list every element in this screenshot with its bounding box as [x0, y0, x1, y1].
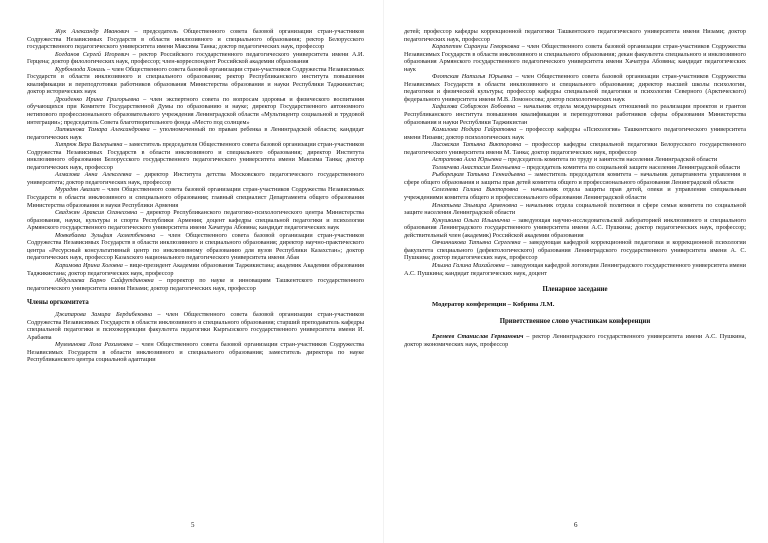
- member-name: Лисовская Татьяна Викторовна: [432, 141, 522, 149]
- member-entry: [27, 171, 364, 186]
- member-name: Толмачева Анастасия Евгеньевна: [432, 163, 521, 171]
- member-entry: [404, 262, 746, 277]
- member-description: – член Общественного совета базовой организации стран-участников Содружества Независимых Государств в области инклюзивного и специального образования; директор высшей школы психологии, педагогики и физической культуры; профессор кафедры специальной педагогики и психологии Северного (Арктического) федерального университета имени М.В. Ломоносова; доктор психологических наук: [404, 73, 747, 103]
- plenary-session-title: Пленарное заседание: [542, 286, 608, 294]
- right-entries: [404, 43, 746, 277]
- member-name: Селезнева Галина Викторовна: [432, 186, 519, 194]
- member-entry: [27, 28, 364, 51]
- right-page: [384, 0, 768, 543]
- member-entry: [27, 341, 364, 364]
- member-name: Мумминова Лола Рахимовна: [55, 341, 133, 349]
- member-description: – член экспертного совета по вопросам здоровья и физического воспитания обучающихся при Комитете Государственной Думы по образованию и науке; директор Государственного автономного нетипового профессионального образовательного учреждения Ленинградской области «Мультицентр социальной и трудовой интеграции»; председатель Совета благотворительного фонда «Место под солнцем»: [27, 95, 365, 126]
- member-entry: [404, 141, 746, 156]
- member-name: Алмазова Анна Алексеевна: [55, 171, 132, 179]
- member-entry: [404, 202, 746, 217]
- member-entry: [404, 164, 746, 172]
- member-name: Овчинникова Татьяна Сергеевна: [432, 239, 521, 247]
- member-entry: [27, 96, 364, 126]
- member-description: – председатель комитета по труду и занятости населения Ленинградской области: [503, 156, 718, 164]
- left-entries-top: [27, 28, 364, 292]
- member-entry: [27, 311, 364, 341]
- member-name: Ильина Галина Михайловна: [432, 261, 505, 269]
- member-description: – заведующая научно-исследовательской лабораторией инклюзивного и специального образования Ленинградского государственного университета имени А.С. Пушкина; доктор педагогических наук, профессор; действительный член (академик) Российской академии образования: [404, 216, 746, 239]
- member-name: Камилова Нодира Гайратовна: [432, 126, 517, 134]
- member-description: – уполномоченный по правам ребенка в Ленинградской области; кандидат педагогических наук: [27, 126, 364, 141]
- member-entry: [27, 141, 364, 171]
- member-description: – ректор Ленинградского государственного университета имени А.С. Пушкина, доктор экономических наук, профессор: [404, 333, 746, 348]
- member-description: – профессор кафедры специальной педагогики Белорусского государственного педагогического университета имени М. Танка; доктор педагогических наук, профессор: [404, 141, 747, 156]
- member-entry: [404, 126, 746, 141]
- member-name: Игнатьева Эльмира Арменовна: [432, 201, 518, 209]
- member-name: Литвинова Тамара Александровна: [55, 126, 150, 134]
- member-entry: [404, 73, 746, 103]
- member-entry: [404, 171, 746, 186]
- member-description: – начальник отдела социальной политики в сфере семьи комитета по социальной защите населения Ленинградской области: [404, 201, 746, 217]
- member-description: – профессор кафедры «Психология» Ташкентского педагогического университета имени Низами; доктор психологических наук: [404, 126, 746, 141]
- member-entry: [404, 186, 746, 201]
- member-name: Флотская Наталья Юрьевна: [432, 73, 513, 81]
- section-title-organizing-committee: Члены оргкомитета: [27, 299, 89, 307]
- final-entry: [404, 333, 746, 348]
- member-description: – член Общественного совета базовой организации стран-участников Содружества Независимых Государств в области инклюзивного и специального образования; декан факультета специального и инклюзивного образования Армянского государственного педагогического университета имени Хачатура Абовяна; кандидат педагогических наук: [404, 43, 747, 73]
- member-description: – член Общественного совета базовой организации стран-участников Содружества Независимых Государств в области инклюзивного и специального образования; главный специалист Департамента общего образования Министерства образования и науки Республики Армения: [27, 186, 364, 209]
- member-name: Хитрюк Вера Валерьевна: [55, 141, 123, 149]
- member-entry: [27, 209, 364, 232]
- member-description: – заведующая кафедрой логопедии Ленинградского государственного университета имени А.С. Пушкина; кандидат педагогических наук, доцент: [404, 261, 746, 277]
- member-entry: [404, 217, 746, 240]
- member-name: Рыборецкая Татьяна Геннадьевна: [432, 171, 526, 179]
- member-entry: [404, 333, 746, 348]
- member-entry: [27, 51, 364, 66]
- member-description: – заведующая кафедрой коррекционной педагогики и коррекционной психологии факультета специального (дефектологического) образования Ленинградского государственного университета имени А. С. Пушкина; доктор педагогических наук, профессор: [404, 239, 746, 262]
- member-name: Каримова Ирина Холовна: [55, 261, 123, 269]
- member-description: – член Общественного совета базовой организации стран-участников Содружества Независимых Государств в области инклюзивного и специального образования; старший преподаватель кафедры специальной педагогики и психокоррекции факультета педагогики Кыргызского государственного университета имени И. Арабаева: [27, 311, 365, 341]
- member-description: – председатель комитета по социальной защите населения Ленинградской области: [522, 163, 741, 171]
- member-entry: [404, 43, 746, 73]
- member-description: – член Общественного совета базовой организации стран-участников Содружества Независимых Государств в области инклюзивного и специального образования; заместитель директора по науке Республиканского центра социальной адаптации: [27, 341, 365, 364]
- member-description: – председатель Общественного совета базовой организации стран-участников Содружества Независимых Государств в области инклюзивного и специального образования; ректор Белорусского государственного педагогического университета имени Максима Танка; доктор педагогических наук, профессор: [27, 28, 364, 51]
- member-entry: [27, 66, 364, 96]
- member-name: Мовкебаева Зульфия Ахметбековна: [55, 231, 156, 239]
- member-description: – член Общественного совета базовой организации стран-участников Содружества Независимых Государств в области инклюзивного и специального образования; ректор Республиканского института повышения квалификации и переподготовки работников образования Министерства образования и науки Республики Таджикистан; доктор исторических наук: [27, 65, 365, 96]
- member-name: Астратова Алла Юрьевна: [432, 156, 502, 164]
- member-entry: [27, 277, 364, 292]
- member-name: Сваджян Араксия Оганесовна: [55, 209, 138, 217]
- member-name: Джапарова Замира Бердибековна: [55, 311, 153, 319]
- member-entry: [27, 232, 364, 262]
- member-description: – директор Института детства Московского педагогического государственного университета; доктор педагогических наук, профессор: [27, 171, 364, 186]
- member-name: Богданов Сергей Игоревич: [55, 50, 130, 58]
- member-description: – директор Республиканского педагогико-психологического центра Министерства образования, науки, культуры и спорта Республики Армения; доцент кафедры специальной педагогики и психологии Армянского государственного педагогического университета имени Хачатура Абовяна; кандидат педагогических наук: [27, 209, 364, 232]
- member-name: Курбонзода Хональ: [55, 65, 106, 73]
- page-number-left: 5: [191, 521, 195, 529]
- member-name: Еремеев Станислав Германович: [432, 333, 524, 341]
- member-name: Мурадян Авазит: [55, 186, 100, 194]
- member-entry: [27, 126, 364, 141]
- member-name: Дрозденко Ирина Григорьевна: [55, 95, 140, 103]
- member-description: – заместитель председателя комитета – начальник департамента управления в сфере общего образования и защиты прав детей комитета общего и профессионального образования Ленинградской области: [404, 171, 746, 186]
- page-number-right: 6: [574, 521, 578, 529]
- member-description: – ректор Российского государственного педагогического университета имени А.И. Герцена; доктор филологических наук, профессор; член-корреспондент Российской академии образования: [27, 50, 365, 66]
- continuation-text: детей; профессор кафедры коррекционной педагогики Ташкентского педагогического университета имени Низами; доктор педагогических наук, профессор: [404, 28, 746, 43]
- member-entry: [404, 156, 746, 164]
- member-entry: [404, 103, 746, 126]
- moderator-line: Модератор конференции – Кобрина Л.М.: [432, 301, 555, 309]
- member-entry: [404, 239, 746, 262]
- member-description: – проректор по науке и инновациям Ташкентского государственного педагогического университета имени Низами; доктор педагогических наук, профессор: [27, 277, 364, 292]
- member-name: Абдуллаева Барно Сайфутдиновна: [55, 277, 154, 285]
- member-description: – начальник отдела защиты прав детей, опеки и управления специальным учреждениями комитета общего и профессионального образования Ленинградской области: [404, 186, 746, 202]
- member-name: Хафизова Собиржон Бобоевна: [432, 103, 516, 111]
- welcome-speech-title: Приветственное слово участникам конференции: [499, 318, 651, 326]
- member-description: – вице-президент Академии образования Таджикистана; академик Академии образования Таджикистана; доктор педагогических наук, профессор: [27, 261, 364, 277]
- member-description: – начальник отдела международных отношений по реализации проектов и грантов Республиканского института повышения квалификации и переподготовки работников сферы образования Министерства образования и науки Республики Таджикистан: [404, 103, 747, 126]
- member-entry: [27, 186, 364, 209]
- member-entry: [27, 262, 364, 277]
- member-description: – член Общественного совета базовой организации стран-участников Содружества Независимых Государств в области инклюзивного и специального образования; директор научно-практического центра «Ресурсный консультативный центр по инклюзивному образованию для вузов Республики Казахстан»; доктор педагогических наук, профессор Казахского национального педагогического университета имени Абая: [27, 231, 365, 262]
- left-entries-bottom: [27, 311, 364, 364]
- member-name: Жук Александр Иванович: [55, 28, 130, 35]
- member-description: – заместитель председателя Общественного совета базовой организации стран-участников Содружества Независимых Государств в области инклюзивного и специального образования; директор Института инклюзивного образования Белорусского государственного педагогического университета имени Максима Танка; доктор педагогических наук, профессор: [27, 141, 365, 171]
- member-name: Кукушкина Ольга Ильинична: [432, 216, 511, 224]
- member-name: Карапетян Сирануш Геворковна: [432, 43, 520, 51]
